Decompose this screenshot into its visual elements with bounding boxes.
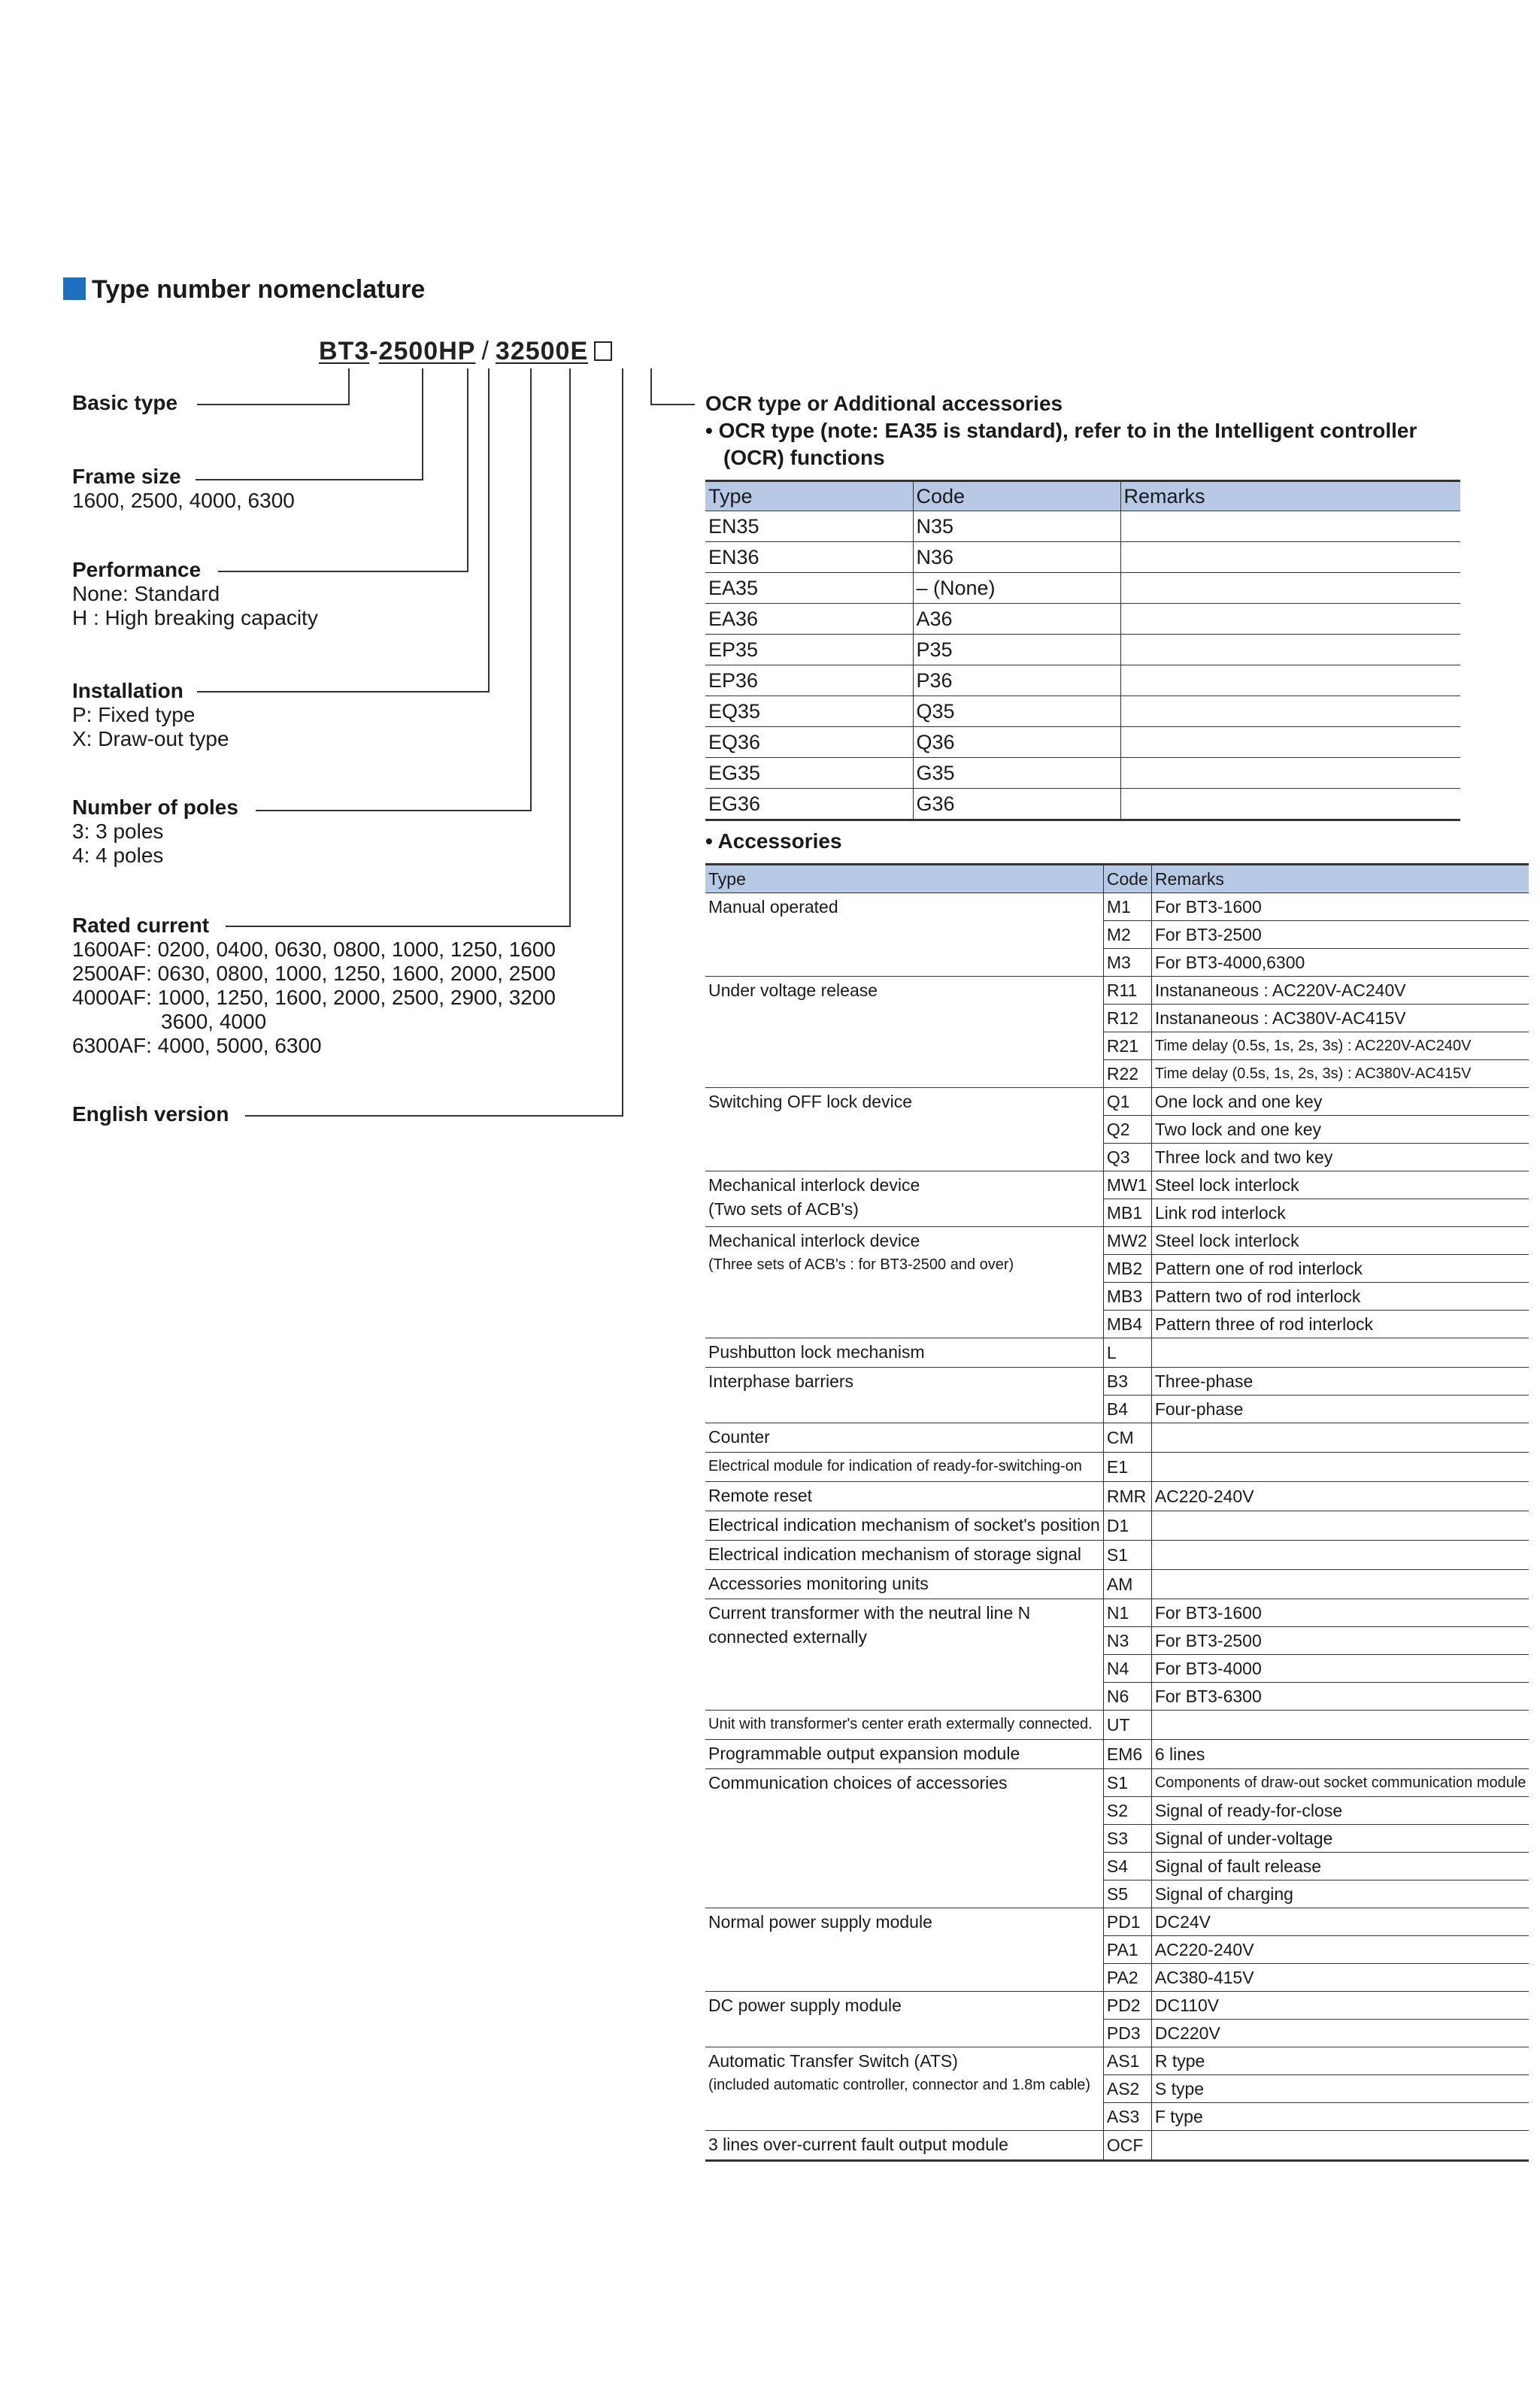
acc-code-cell: Q1 (1103, 1088, 1151, 1116)
acc-code-cell: S1 (1103, 1769, 1151, 1797)
ocr-remarks-cell (1120, 573, 1460, 604)
acc-remarks-cell (1151, 1570, 1529, 1599)
ocr-type-cell: EN36 (705, 542, 913, 573)
ocr-remarks-cell (1120, 696, 1460, 727)
table-row (705, 1227, 1529, 1255)
acc-type-line: Electrical indication mechanism of socket's position (708, 1515, 1100, 1535)
acc-code-cell: AM (1103, 1570, 1151, 1599)
table-row (705, 789, 1460, 820)
table-row (705, 1711, 1529, 1740)
acc-remarks-cell: Components of draw-out socket communication module (1151, 1769, 1529, 1797)
acc-remarks-cell: R type (1151, 2047, 1529, 2075)
acc-type-line: Programmable output expansion module (708, 1744, 1020, 1763)
acc-remarks-cell: Four-phase (1151, 1396, 1529, 1423)
acc-type-line: Mechanical interlock device (708, 1175, 920, 1195)
accessories-table (705, 863, 1529, 2162)
acc-type-line: Mechanical interlock device (708, 1231, 920, 1250)
acc-remarks-cell: Signal of charging (1151, 1880, 1529, 1908)
ocr-type-cell: EA35 (705, 573, 913, 604)
acc-remarks-cell: AC220-240V (1151, 1482, 1529, 1511)
acc-type-cell (705, 1368, 1103, 1423)
acc-type-cell (705, 2131, 1103, 2161)
performance-label: Performance (72, 558, 205, 582)
acc-type-cell (705, 1711, 1103, 1740)
table-row (705, 727, 1460, 758)
ocr-code-cell: G36 (913, 789, 1120, 820)
acc-type-line: Remote reset (708, 1486, 813, 1505)
acc-remarks-cell: For BT3-1600 (1151, 1599, 1529, 1627)
table-row (705, 893, 1529, 921)
acc-code-cell: EM6 (1103, 1740, 1151, 1769)
ocr-header-type: Type (705, 481, 913, 511)
model-code: BT3-2500HP / 32500E (319, 337, 612, 366)
acc-code-cell: MB2 (1103, 1255, 1151, 1283)
table-row (705, 1453, 1529, 1482)
table-row (705, 1992, 1529, 2020)
accessories-heading: • Accessories (705, 829, 842, 853)
ocr-code-cell: Q36 (913, 727, 1120, 758)
acc-type-cell (705, 2047, 1103, 2131)
ocr-type-table (705, 480, 1460, 821)
installation-fixed: P: Fixed type (72, 703, 196, 726)
connector-rated-current (226, 368, 570, 926)
acc-remarks-cell: AC220-240V (1151, 1936, 1529, 1964)
table-row (705, 2047, 1529, 2075)
acc-type-line: 3 lines over-current fault output module (708, 2135, 1008, 2154)
ocr-table-header (705, 481, 1460, 511)
code-english-version: E (570, 337, 589, 365)
poles-4: 4: 4 poles (72, 844, 164, 867)
acc-type-line: (included automatic controller, connector and 1.8m cable) (708, 2077, 1091, 2093)
acc-remarks-cell: Instananeous : AC380V-AC415V (1151, 1005, 1529, 1032)
acc-remarks-cell (1151, 1338, 1529, 1368)
acc-code-cell: R11 (1103, 977, 1151, 1005)
connector-frame-size (196, 368, 423, 480)
acc-code-cell: B3 (1103, 1368, 1151, 1396)
acc-code-cell: B4 (1103, 1396, 1151, 1423)
acc-code-cell: PA1 (1103, 1936, 1151, 1964)
acc-remarks-cell: Time delay (0.5s, 1s, 2s, 3s) : AC220V-AC240V (1151, 1032, 1529, 1060)
acc-type-line: Accessories monitoring units (708, 1574, 929, 1593)
acc-code-cell: RMR (1103, 1482, 1151, 1511)
basic-type-label: Basic type (72, 391, 182, 415)
ocr-remarks-cell (1120, 635, 1460, 665)
ocr-code-cell: G35 (913, 758, 1120, 789)
table-row (705, 511, 1460, 542)
english-version-label: English version (72, 1102, 234, 1126)
table-row (705, 977, 1529, 1005)
rated-current-6300af: 6300AF: 4000, 5000, 6300 (72, 1034, 322, 1057)
acc-remarks-cell: Pattern two of rod interlock (1151, 1283, 1529, 1311)
acc-type-line: connected externally (708, 1627, 867, 1647)
poles-3: 3: 3 poles (72, 820, 164, 843)
ocr-remarks-cell (1120, 727, 1460, 758)
acc-type-line: Under voltage release (708, 980, 878, 1000)
acc-remarks-cell (1151, 1711, 1529, 1740)
ocr-code-cell: A36 (913, 604, 1120, 635)
ocr-type-cell: EQ36 (705, 727, 913, 758)
acc-type-line: Electrical indication mechanism of storage signal (708, 1544, 1082, 1564)
table-row (705, 2131, 1529, 2161)
acc-code-cell: E1 (1103, 1453, 1151, 1482)
acc-code-cell: AS2 (1103, 2075, 1151, 2103)
ocr-remarks-cell (1120, 604, 1460, 635)
acc-table-header (705, 865, 1529, 893)
acc-header-type: Type (705, 865, 1103, 893)
ocr-note-line2: (OCR) functions (723, 446, 885, 469)
acc-remarks-cell (1151, 1453, 1529, 1482)
ocr-code-cell: N35 (913, 511, 1120, 542)
ocr-code-cell: N36 (913, 542, 1120, 573)
table-row (705, 1171, 1529, 1199)
table-row (705, 1740, 1529, 1769)
acc-code-cell: L (1103, 1338, 1151, 1368)
acc-code-cell: N3 (1103, 1627, 1151, 1655)
performance-block (72, 558, 318, 630)
ocr-note-line1: • OCR type (note: EA35 is standard), refer to in the Intelligent controller (705, 419, 1417, 442)
acc-code-cell: D1 (1103, 1511, 1151, 1541)
ocr-type-cell: EG36 (705, 789, 913, 820)
ocr-type-cell: EN35 (705, 511, 913, 542)
acc-type-cell (705, 1423, 1103, 1453)
acc-code-cell: M2 (1103, 921, 1151, 949)
frame-size-values: 1600, 2500, 4000, 6300 (72, 489, 295, 512)
acc-remarks-cell: Signal of under-voltage (1151, 1825, 1529, 1853)
code-installation: P (457, 337, 476, 365)
acc-remarks-cell: Steel lock interlock (1151, 1227, 1529, 1255)
acc-remarks-cell: For BT3-4000 (1151, 1655, 1529, 1683)
acc-type-cell (705, 1740, 1103, 1769)
code-poles: 3 (495, 337, 511, 365)
ocr-code-cell: – (None) (913, 573, 1120, 604)
ocr-code-cell: Q35 (913, 696, 1120, 727)
ocr-remarks-cell (1120, 511, 1460, 542)
acc-code-cell: R22 (1103, 1060, 1151, 1088)
acc-remarks-cell: DC110V (1151, 1992, 1529, 2020)
table-row (705, 1599, 1529, 1627)
acc-code-cell: MW2 (1103, 1227, 1151, 1255)
table-row (705, 1368, 1529, 1396)
connector-ocr (651, 368, 695, 405)
ocr-code-cell: P35 (913, 635, 1120, 665)
table-row (705, 665, 1460, 696)
acc-remarks-cell: Two lock and one key (1151, 1116, 1529, 1144)
acc-type-cell (705, 1482, 1103, 1511)
table-row (705, 635, 1460, 665)
acc-code-cell: AS1 (1103, 2047, 1151, 2075)
ocr-remarks-cell (1120, 758, 1460, 789)
acc-remarks-cell: Link rod interlock (1151, 1199, 1529, 1227)
acc-remarks-cell (1151, 2131, 1529, 2161)
acc-type-line: Electrical module for indication of ready-for-switching-on (708, 1458, 1082, 1474)
acc-remarks-cell (1151, 1541, 1529, 1570)
acc-type-cell (705, 1541, 1103, 1570)
table-row (705, 758, 1460, 789)
performance-standard: None: Standard (72, 582, 220, 605)
ocr-code-cell: P36 (913, 665, 1120, 696)
acc-remarks-cell: For BT3-1600 (1151, 893, 1529, 921)
ocr-header-code: Code (913, 481, 1120, 511)
acc-remarks-cell: For BT3-6300 (1151, 1683, 1529, 1711)
table-row (705, 1908, 1529, 1936)
acc-type-cell (705, 1088, 1103, 1171)
acc-code-cell: UT (1103, 1711, 1151, 1740)
rated-current-2500af: 2500AF: 0630, 0800, 1000, 1250, 1600, 2000, 2500 (72, 962, 556, 985)
acc-type-line: Interphase barriers (708, 1371, 854, 1391)
acc-code-cell: MB3 (1103, 1283, 1151, 1311)
acc-type-line: DC power supply module (708, 1996, 902, 2015)
performance-high: H : High breaking capacity (72, 606, 318, 629)
acc-remarks-cell: Pattern one of rod interlock (1151, 1255, 1529, 1283)
acc-remarks-cell: DC220V (1151, 2020, 1529, 2047)
acc-remarks-cell: Signal of ready-for-close (1151, 1797, 1529, 1825)
acc-code-cell: N1 (1103, 1599, 1151, 1627)
acc-code-cell: MW1 (1103, 1171, 1151, 1199)
acc-type-line: Automatic Transfer Switch (ATS) (708, 2051, 958, 2071)
table-row (705, 1088, 1529, 1116)
code-frame-size: 2500 (378, 337, 439, 365)
acc-code-cell: AS3 (1103, 2103, 1151, 2131)
acc-code-cell: PD1 (1103, 1908, 1151, 1936)
acc-remarks-cell: Instananeous : AC220V-AC240V (1151, 977, 1529, 1005)
acc-type-cell (705, 1511, 1103, 1541)
ocr-remarks-cell (1120, 789, 1460, 820)
acc-remarks-cell: 6 lines (1151, 1740, 1529, 1769)
acc-type-line: Manual operated (708, 897, 838, 917)
acc-type-cell (705, 893, 1103, 977)
table-row (705, 696, 1460, 727)
acc-code-cell: PD3 (1103, 2020, 1151, 2047)
frame-size-label: Frame size (72, 465, 186, 489)
table-row (705, 604, 1460, 635)
ocr-header-remarks: Remarks (1120, 481, 1460, 511)
table-row (705, 1423, 1529, 1453)
acc-code-cell: S3 (1103, 1825, 1151, 1853)
acc-code-cell: OCF (1103, 2131, 1151, 2161)
acc-type-line: Switching OFF lock device (708, 1092, 912, 1111)
section-title: Type number nomenclature (63, 275, 425, 305)
acc-header-code: Code (1103, 865, 1151, 893)
acc-code-cell: CM (1103, 1423, 1151, 1453)
rated-current-1600af: 1600AF: 0200, 0400, 0630, 0800, 1000, 1250, 1600 (72, 938, 556, 961)
acc-type-cell (705, 977, 1103, 1088)
table-row (705, 573, 1460, 604)
acc-type-line: Counter (708, 1427, 770, 1447)
acc-type-cell (705, 1908, 1103, 1992)
installation-drawout: X: Draw-out type (72, 727, 229, 750)
acc-remarks-cell: Three lock and two key (1151, 1144, 1529, 1171)
frame-size-block (72, 465, 295, 513)
acc-code-cell: MB4 (1103, 1311, 1151, 1338)
acc-code-cell: S2 (1103, 1797, 1151, 1825)
acc-type-cell (705, 1453, 1103, 1482)
acc-remarks-cell: Three-phase (1151, 1368, 1529, 1396)
acc-remarks-cell: AC380-415V (1151, 1964, 1529, 1992)
ocr-type-cell: EP36 (705, 665, 913, 696)
acc-remarks-cell (1151, 1423, 1529, 1453)
ocr-type-cell: EG35 (705, 758, 913, 789)
code-rated-current: 2500 (510, 337, 571, 365)
ocr-remarks-cell (1120, 665, 1460, 696)
acc-type-line: Normal power supply module (708, 1912, 932, 1932)
acc-remarks-cell: For BT3-2500 (1151, 921, 1529, 949)
acc-type-line: Current transformer with the neutral line N (708, 1603, 1031, 1623)
acc-remarks-cell: S type (1151, 2075, 1529, 2103)
table-row (705, 1482, 1529, 1511)
acc-type-cell (705, 1599, 1103, 1711)
acc-remarks-cell: For BT3-2500 (1151, 1627, 1529, 1655)
acc-remarks-cell: Pattern three of rod interlock (1151, 1311, 1529, 1338)
acc-type-cell (705, 1227, 1103, 1338)
code-performance: H (438, 337, 458, 365)
acc-remarks-cell: Steel lock interlock (1151, 1171, 1529, 1199)
code-basic-type: BT3 (319, 337, 370, 365)
ocr-heading: OCR type or Additional accessories (705, 392, 1063, 415)
acc-type-line: Pushbutton lock mechanism (708, 1342, 925, 1362)
acc-code-cell: PD2 (1103, 1992, 1151, 2020)
acc-code-cell: Q2 (1103, 1116, 1151, 1144)
installation-block (72, 679, 229, 751)
connector-basic-type (197, 368, 349, 405)
acc-code-cell: S1 (1103, 1541, 1151, 1570)
table-row (705, 542, 1460, 573)
acc-code-cell: MB1 (1103, 1199, 1151, 1227)
acc-type-line: (Two sets of ACB's) (708, 1199, 859, 1219)
acc-type-cell (705, 1992, 1103, 2047)
ocr-type-cell: EQ35 (705, 696, 913, 727)
acc-code-cell: Q3 (1103, 1144, 1151, 1171)
acc-remarks-cell: Time delay (0.5s, 1s, 2s, 3s) : AC380V-AC415V (1151, 1060, 1529, 1088)
english-version-block (72, 1102, 234, 1126)
rated-current-4000af-cont: 3600, 4000 (161, 1010, 267, 1033)
table-row (705, 1511, 1529, 1541)
acc-remarks-cell: DC24V (1151, 1908, 1529, 1936)
acc-type-cell (705, 1769, 1103, 1908)
acc-code-cell: S4 (1103, 1853, 1151, 1880)
acc-header-remarks: Remarks (1151, 865, 1529, 893)
acc-code-cell: R21 (1103, 1032, 1151, 1060)
acc-remarks-cell: Signal of fault release (1151, 1853, 1529, 1880)
acc-type-cell (705, 1171, 1103, 1227)
acc-code-cell: PA2 (1103, 1964, 1151, 1992)
ocr-type-cell: EA36 (705, 604, 913, 635)
acc-remarks-cell: For BT3-4000,6300 (1151, 949, 1529, 977)
acc-remarks-cell: F type (1151, 2103, 1529, 2131)
table-row (705, 1338, 1529, 1368)
acc-code-cell: S5 (1103, 1880, 1151, 1908)
acc-type-cell (705, 1338, 1103, 1368)
acc-type-line: Unit with transformer's center erath extermally connected. (708, 1716, 1093, 1732)
table-row (705, 1541, 1529, 1570)
connector-installation (197, 368, 489, 692)
acc-remarks-cell (1151, 1511, 1529, 1541)
rated-current-label: Rated current (72, 914, 214, 938)
ocr-type-cell: EP35 (705, 635, 913, 665)
acc-remarks-cell: One lock and one key (1151, 1088, 1529, 1116)
acc-type-line: (Three sets of ACB's : for BT3-2500 and over) (708, 1256, 1014, 1273)
ocr-remarks-cell (1120, 542, 1460, 573)
poles-label: Number of poles (72, 796, 243, 820)
acc-code-cell: R12 (1103, 1005, 1151, 1032)
acc-code-cell: M1 (1103, 893, 1151, 921)
installation-label: Installation (72, 679, 188, 703)
table-row (705, 1570, 1529, 1599)
table-row (705, 1769, 1529, 1797)
rated-current-block (72, 914, 556, 1058)
rated-current-4000af: 4000AF: 1000, 1250, 1600, 2000, 2500, 2900, 3200 (72, 986, 556, 1009)
acc-type-line: Communication choices of accessories (708, 1773, 1008, 1793)
acc-code-cell: N6 (1103, 1683, 1151, 1711)
basic-type-block (72, 391, 182, 415)
acc-code-cell: N4 (1103, 1655, 1151, 1683)
acc-type-cell (705, 1570, 1103, 1599)
acc-code-cell: M3 (1103, 949, 1151, 977)
poles-block (72, 796, 243, 868)
